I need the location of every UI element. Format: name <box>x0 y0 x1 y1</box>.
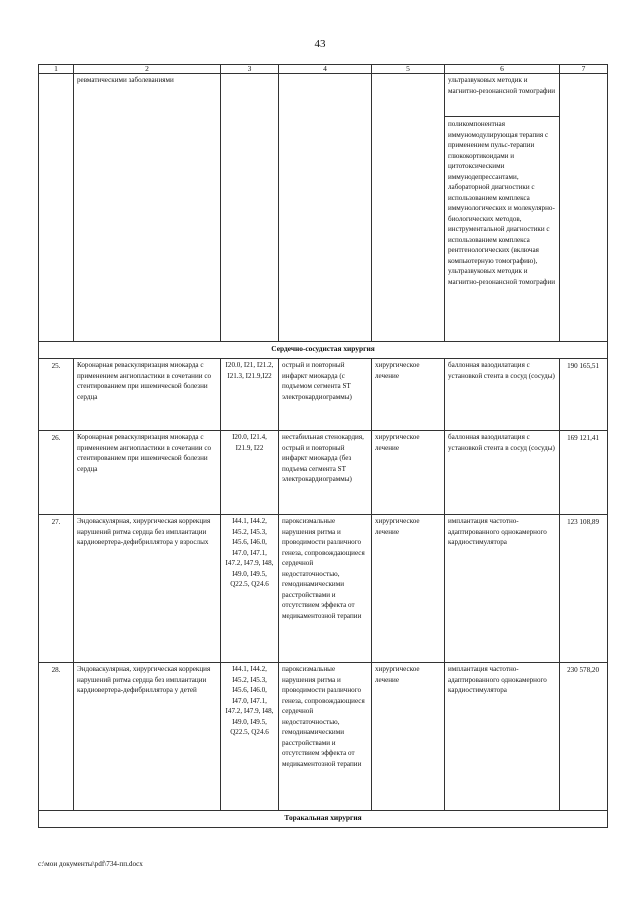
continuation-row <box>39 74 608 342</box>
row-method: баллонная вазодилатация с установкой стента в сосуд (сосуды) <box>445 431 560 515</box>
row-treatment: хирургическое лечение <box>372 431 445 515</box>
row-price: 230 578,20 <box>560 663 608 811</box>
cont-method-part-2: поликомпонентная иммуномодулирующая терапия с применением пульс-терапии глюкокортикоидами и цитотоксическими иммунодепрессантами, лабораторной диагностики с использованием комплекса иммунологических и молекулярно-биологических методов, инструментальной диагностики с использованием комплекса рентгенологических (включая компьютерную томографию), ультразвуковых методик и магнитно-резонансной томографии <box>448 120 556 286</box>
row-model: нестабильная стенокардия, острый и повторный инфаркт миокарда (без подъема сегмента ST электрокардиограммы) <box>279 431 372 515</box>
row-price: 123 108,89 <box>560 515 608 663</box>
file-path-footer: c:\мои документы\pdf\734-пп.docx <box>38 860 143 868</box>
row-method: имплантация частотно-адаптированного однокамерного кардиостимулятора <box>445 663 560 811</box>
row-number: 28. <box>39 663 74 811</box>
row-method: имплантация частотно-адаптированного однокамерного кардиостимулятора <box>445 515 560 663</box>
cont-method-part-1: ультразвуковых методик и магнитно-резонансной томографии <box>445 74 559 117</box>
cont-price-cell <box>560 74 608 342</box>
row-model: пароксизмальные нарушения ритма и проводимости различного генеза, сопровождающиеся сердечной недостаточностью, гемодинамическими расстройствами и отсутствием эффекта от медикаментозной терапии <box>279 515 372 663</box>
row-name: Эндоваскулярная, хирургическая коррекция нарушений ритма сердца без имплантации кардиовертера-дефибриллятора у детей <box>74 663 221 811</box>
column-header-6: 6 <box>445 65 560 74</box>
row-name: Коронарная реваскуляризация миокарда с применением ангиопластики в сочетании со стентированием при ишемической болезни сердца <box>74 359 221 431</box>
section-title-cardio: Сердечно-сосудистая хирургия <box>39 342 608 359</box>
column-header-1: 1 <box>39 65 74 74</box>
row-name: Эндоваскулярная, хирургическая коррекция нарушений ритма сердца без имплантации кардиовертера-дефибриллятора у взрослых <box>74 515 221 663</box>
cont-codes-cell <box>221 74 279 342</box>
row-model: пароксизмальные нарушения ритма и проводимости различного генеза, сопровождающиеся сердечной недостаточностью, гемодинамическими расстройствами и отсутствием эффекта от медикаментозной терапии <box>279 663 372 811</box>
column-header-2: 2 <box>74 65 221 74</box>
cont-treatment-cell <box>372 74 445 342</box>
section-row-cardio <box>39 342 608 359</box>
row-price: 169 121,41 <box>560 431 608 515</box>
table-row <box>39 515 608 663</box>
row-treatment: хирургическое лечение <box>372 663 445 811</box>
row-price: 190 165,51 <box>560 359 608 431</box>
row-number: 25. <box>39 359 74 431</box>
row-codes: I44.1, I44.2, I45.2, I45.3, I45.6, I46.0, I47.0, I47.1, I47.2, I47.9, I48, I49.0, I49.5, Q22.5, Q24.6 <box>221 515 279 663</box>
services-table <box>38 64 608 828</box>
column-header-7: 7 <box>560 65 608 74</box>
row-model: острый и повторный инфаркт миокарда (с подъемом сегмента ST электрокардиограммы) <box>279 359 372 431</box>
column-header-row <box>39 65 608 74</box>
cont-model-cell <box>279 74 372 342</box>
column-header-3: 3 <box>221 65 279 74</box>
row-codes: I20.0, I21.4, I21.9, I22 <box>221 431 279 515</box>
row-number: 26. <box>39 431 74 515</box>
section-row-thoracic <box>39 811 608 828</box>
cont-method-cell <box>445 74 560 342</box>
row-name: Коронарная реваскуляризация миокарда с применением ангиопластики в сочетании со стентированием при ишемической болезни сердца <box>74 431 221 515</box>
table-row <box>39 663 608 811</box>
table-row <box>39 431 608 515</box>
cont-num-cell <box>39 74 74 342</box>
column-header-4: 4 <box>279 65 372 74</box>
row-treatment: хирургическое лечение <box>372 515 445 663</box>
cont-name-cell: ревматическими заболеваниями <box>74 74 221 342</box>
row-treatment: хирургическое лечение <box>372 359 445 431</box>
row-codes: I20.0, I21, I21.2, I21.3, I21.9,I22 <box>221 359 279 431</box>
table-row <box>39 359 608 431</box>
column-header-5: 5 <box>372 65 445 74</box>
row-method: баллонная вазодилатация с установкой стента в сосуд (сосуды) <box>445 359 560 431</box>
row-number: 27. <box>39 515 74 663</box>
row-codes: I44.1, I44.2, I45.2, I45.3, I45.6, I46.0, I47.0, I47.1, I47.2, I47.9, I48, I49.0, I49.5, Q22.5, Q24.6 <box>221 663 279 811</box>
page-number: 43 <box>314 38 326 50</box>
section-title-thoracic: Торакальная хирургия <box>39 811 608 828</box>
